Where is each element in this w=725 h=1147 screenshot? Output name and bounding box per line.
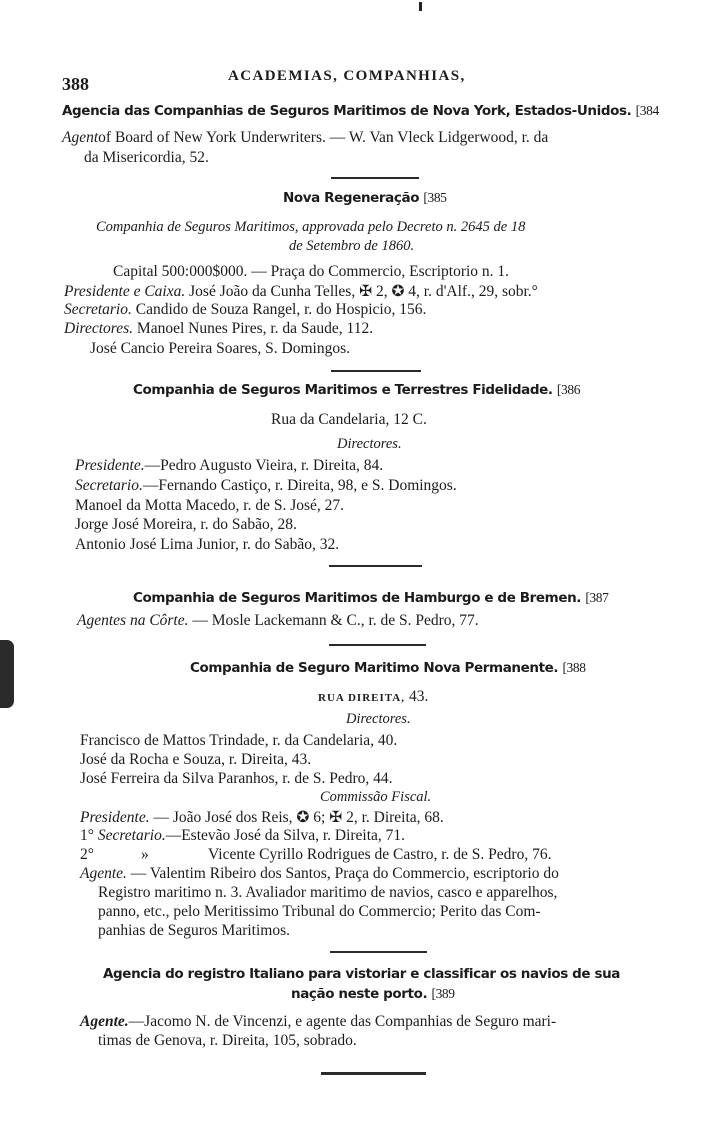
section-divider — [331, 370, 421, 372]
section-divider — [329, 644, 426, 646]
section-388-agent-label: Agente. — [80, 865, 127, 882]
section-386-director3: Antonio José Lima Junior, r. do Sabão, 32. — [75, 536, 340, 553]
section-388-directores: Directores. — [346, 711, 411, 727]
section-385-dir-text: Manoel Nunes Pires, r. da Saude, 112. — [136, 320, 374, 337]
section-386-directores: Directores. — [337, 436, 402, 452]
section-385-title — [283, 190, 447, 206]
section-386-director1: Manoel da Motta Macedo, r. de S. José, 27. — [75, 497, 345, 514]
section-388-sec1-text: —Estevão José da Silva, r. Direita, 71. — [165, 827, 406, 844]
section-384-line2: da Misericordia, 52. — [84, 149, 209, 166]
section-385-secretary — [64, 301, 426, 319]
section-385-directors — [64, 320, 373, 338]
section-388-agent-text: — Valentim Ribeiro dos Santos, Praça do Commercio, escriptorio do — [130, 865, 559, 882]
section-384-line1 — [62, 129, 548, 147]
section-385-director2: José Cancio Pereira Soares, S. Domingos. — [90, 340, 351, 357]
section-389-ref: [389 — [431, 986, 455, 1001]
section-386-pres-text: —Pedro Augusto Vieira, r. Direita, 84. — [144, 457, 384, 474]
section-388-president — [80, 808, 444, 827]
section-385-sec-label: Secretario. — [64, 301, 132, 318]
section-389-label: Agente. — [80, 1013, 129, 1030]
section-386-sec-label: Secretario. — [75, 477, 143, 494]
section-385-capital: Capital 500:000$000. — Praça do Commercio, Escriptorio n. 1. — [113, 263, 510, 280]
section-388-pres-text: — João José dos Reis, ✪ 6; ✠ 2, r. Direita, 68. — [153, 809, 444, 826]
section-386-president — [75, 457, 383, 475]
section-388-sec1-label: Secretario. — [97, 827, 166, 844]
section-388-director1: Francisco de Mattos Trindade, r. da Candelaria, 40. — [80, 732, 398, 749]
section-386-title — [133, 382, 580, 398]
section-388-agent-line3: panno, etc., pelo Meritissimo Tribunal do Commercio; Perito das Com- — [98, 903, 541, 920]
section-divider — [330, 951, 427, 953]
section-386-ref: [386 — [556, 382, 581, 397]
section-385-desc2: de Setembro de 1860. — [289, 238, 415, 254]
section-388-agent-line4: panhias de Seguros Maritimos. — [98, 922, 291, 939]
section-385-president — [64, 282, 538, 301]
section-385-pres-label: Presidente e Caixa. — [64, 283, 186, 300]
section-385-ref: [385 — [423, 190, 447, 205]
section-386-secretary — [75, 477, 457, 495]
section-388-address — [318, 688, 428, 706]
section-388-address-num: 43. — [408, 688, 429, 705]
section-389-title2-text: nação neste porto. — [291, 986, 428, 1002]
section-387-title-text: Companhia de Seguros Maritimos de Hamburgo e de Bremen. — [133, 590, 582, 606]
section-388-pres-label: Presidente. — [80, 809, 150, 826]
section-387-ref: [387 — [585, 590, 609, 605]
section-388-director2: José da Rocha e Souza, r. Direita, 43. — [80, 751, 312, 768]
section-389-agent-line2: timas de Genova, r. Direita, 105, sobrado. — [98, 1032, 357, 1049]
section-384-text: of Board of New York Underwriters. — W. Van Vleck Lidgerwood, r. da — [98, 129, 549, 146]
section-388-title — [190, 660, 586, 676]
section-388-address-caps: RUA DIREITA, — [318, 692, 405, 704]
section-384-label: Agent — [62, 129, 99, 146]
section-386-director2: Jorge José Moreira, r. do Sabão, 28. — [75, 516, 297, 533]
section-388-agent-line2: Registro maritimo n. 3. Avaliador maritimo de navios, casco e apparelhos, — [98, 884, 558, 901]
section-389-agent-line1 — [80, 1013, 556, 1031]
section-387-label: Agentes na Côrte. — [77, 612, 189, 629]
section-387-agents — [77, 612, 479, 630]
section-389-title1: Agencia do registro Italiano para vistoriar e classificar os navios de sua — [103, 966, 621, 982]
section-388-ref: [388 — [562, 660, 586, 675]
section-388-sec1-num: 1° — [80, 827, 94, 844]
section-388-secretary1 — [80, 827, 405, 845]
section-388-agent-line1 — [80, 865, 559, 883]
section-388-title-text: Companhia de Seguro Maritimo Nova Permanente. — [190, 660, 559, 676]
section-387-text: — Mosle Lackemann & C., r. de S. Pedro, 77. — [192, 612, 479, 629]
section-388-sec2-ditto: » — [141, 846, 149, 863]
section-388-sec2-text: Vicente Cyrillo Rodrigues de Castro, r. de S. Pedro, 76. — [208, 846, 552, 863]
section-387-title — [133, 590, 608, 606]
section-389-text: —Jacomo N. de Vincenzi, e agente das Companhias de Seguro mari- — [128, 1013, 557, 1030]
section-385-sec-text: Candido de Souza Rangel, r. do Hospicio, 156. — [135, 301, 427, 318]
section-385-title-text: Nova Regeneração — [283, 190, 420, 206]
section-388-sec2-num: 2° — [80, 846, 94, 863]
margin-blot — [0, 640, 14, 708]
page-number: 388 — [62, 74, 89, 94]
section-divider — [329, 565, 422, 567]
section-384-ref: [384 — [635, 103, 659, 118]
section-384-title-text: Agencia das Companhias de Seguros Maritimos de Nova York, Estados-Unidos. — [62, 103, 632, 119]
section-386-title-text: Companhia de Seguros Maritimos e Terrestres Fidelidade. — [133, 382, 553, 398]
section-388-commissao: Commissão Fiscal. — [320, 789, 432, 805]
section-divider — [331, 177, 419, 179]
section-385-dir-label: Directores. — [64, 320, 134, 337]
section-386-pres-label: Presidente. — [75, 457, 145, 474]
section-389-title2 — [291, 986, 455, 1002]
section-388-director3: José Ferreira da Silva Paranhos, r. de S. Pedro, 44. — [80, 770, 393, 787]
running-title: ACADEMIAS, COMPANHIAS, — [228, 68, 466, 84]
section-386-address: Rua da Candelaria, 12 C. — [271, 411, 427, 428]
section-divider — [321, 1072, 426, 1075]
section-386-sec-text: —Fernando Castiço, r. Direita, 98, e S. Domingos. — [142, 477, 457, 494]
section-385-pres-text: José João da Cunha Telles, ✠ 2, ✪ 4, r. d'Alf., 29, sobr.° — [189, 283, 538, 300]
section-384-title — [62, 103, 659, 119]
section-385-desc1: Companhia de Seguros Maritimos, approvada pelo Decreto n. 2645 de 18 — [96, 219, 526, 235]
ink-mark — [419, 2, 422, 11]
